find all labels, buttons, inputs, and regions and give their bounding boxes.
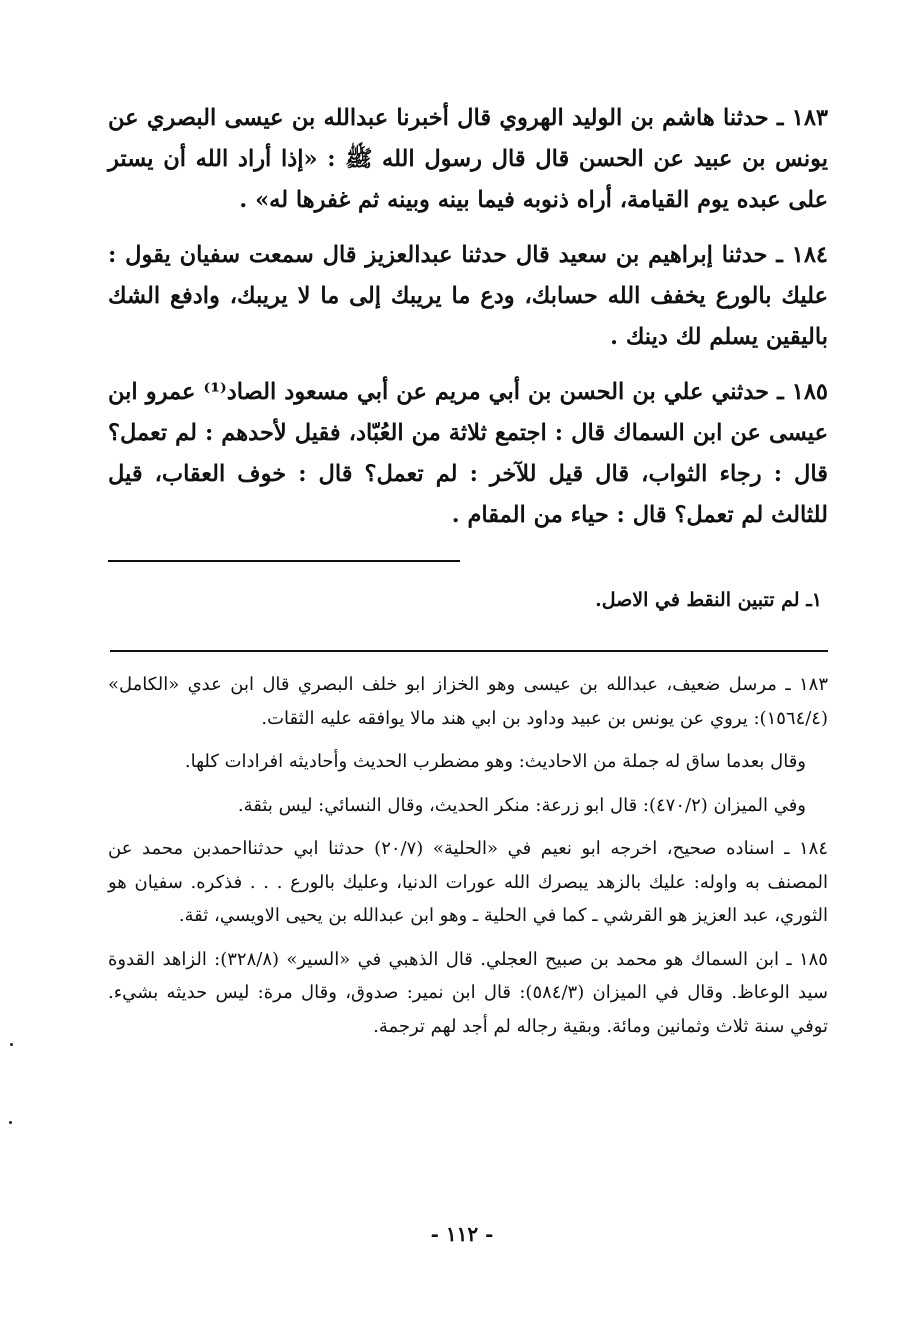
hadith-185: ١٨٥ ـ حدثني علي بن الحسن بن أبي مريم عن أبي مسعود الصاد⁽¹⁾ عمرو ابن عيسى عن ابن السماك قال : اجتمع ثلاثة من العُبّاد، فقيل لأحدهم : لم تعمل؟ قال : رجاء الثواب، قال قيل للآخر : لم تعمل؟ قال : خوف العقاب، قيل للثالث لم تعمل؟ قال : حياء من المقام . (108, 379, 828, 528)
original-footnote: ١ـ لم تتبين النقط في الاصل. (595, 589, 822, 611)
scan-speck (9, 1121, 12, 1124)
commentary-183-c: وفي الميزان (٤٧٠/٢): قال ابو زرعة: منكر الحديث، وقال النسائي: ليس بثقة. (237, 794, 806, 816)
hadith-183: ١٨٣ ـ حدثنا هاشم بن الوليد الهروي قال أخبرنا عبدالله بن عيسى البصري عن يونس بن عبيد عن الحسن قال قال رسول الله ﷺ : «إذا أراد الله أن يستر على عبده يوم القيامة، أراه ذنوبه فيما بينه وبينه ثم غفرها له» . (108, 105, 828, 213)
footnote-divider (108, 560, 460, 562)
book-page (108, 98, 828, 1053)
scan-speck (10, 1043, 13, 1046)
page-number: - ١١٢ - (430, 1222, 494, 1246)
commentary-183-b: وقال بعدما ساق له جملة من الاحاديث: وهو مضطرب الحديث وأحاديثه افرادات كلها. (184, 751, 806, 772)
commentary-divider (110, 650, 828, 652)
commentary-183-a: ١٨٣ ـ مرسل ضعيف، عبدالله بن عيسى وهو الخزاز ابو خلف البصري قال ابن عدي «الكامل» (١٥٦٤/٤): يروي عن يونس بن عبيد وداود بن ابي هند مالا يوافقه عليه الثقات. (108, 674, 828, 729)
main-text (108, 98, 828, 536)
commentary (108, 668, 828, 1043)
hadith-184: ١٨٤ ـ حدثنا إبراهيم بن سعيد قال حدثنا عبدالعزيز قال سمعت سفيان يقول : عليك بالورع يخفف الله حسابك، ودع ما يريبك إلى ما لا يريبك، وادفع الشك باليقين يسلم لك دينك . (108, 242, 828, 350)
commentary-184: ١٨٤ ـ اسناده صحيح، اخرجه ابو نعيم في «الحلية» (٢٠/٧) حدثنا ابي حدثنااحمدبن محمد عن المصنف به واوله: عليك بالزهد يبصرك الله عورات الدنيا، وعليك بالورع . . . فذكره. سفيان هو الثوري، عبد العزيز هو القرشي ـ كما في الحلية ـ وهو ابن عبدالله بن يحيى الاويسي، ثقة. (108, 838, 829, 926)
commentary-185: ١٨٥ ـ ابن السماك هو محمد بن صبيح العجلي. قال الذهبي في «السير» (٣٢٨/٨): الزاهد القدوة سيد الوعاظ. وقال في الميزان (٥٨٤/٣): قال ابن نمير: صدوق، وقال مرة: ليس حديثه بشيء. توفي سنة ثلاث وثمانين ومائة. وبقية رجاله لم أجد لهم ترجمة. (108, 948, 828, 1037)
